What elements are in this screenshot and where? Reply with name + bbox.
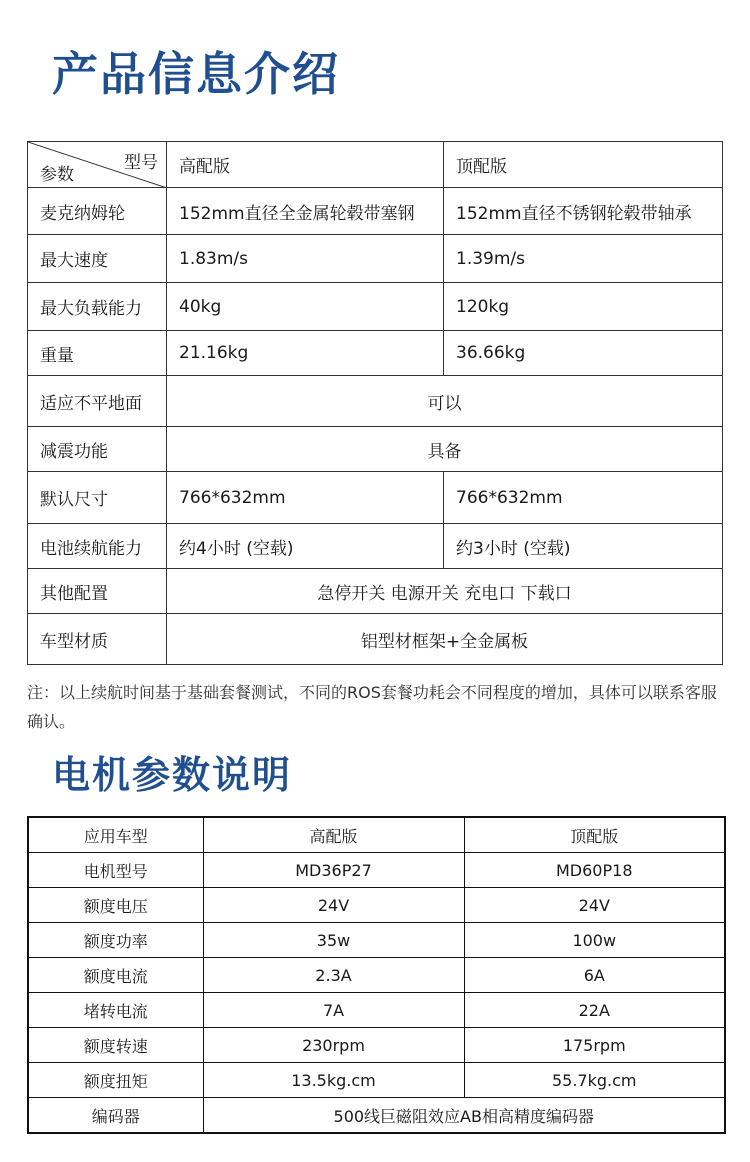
table-row	[28, 376, 723, 427]
cell-top: 1.39m/s	[444, 235, 723, 283]
cell-merged: 急停开关 电源开关 充电口 下载口	[167, 569, 723, 614]
cell-top: 55.7kg.cm	[464, 1063, 725, 1098]
corner-header-cell	[28, 142, 167, 188]
table-row	[28, 331, 723, 376]
table-row	[28, 993, 725, 1028]
row-label: 编码器	[28, 1098, 203, 1134]
header-top-config: 顶配版	[464, 817, 725, 853]
table-row	[28, 569, 723, 614]
cell-top: 22A	[464, 993, 725, 1028]
row-label: 麦克纳姆轮	[28, 188, 167, 235]
row-label: 减震功能	[28, 427, 167, 472]
row-label: 最大负载能力	[28, 283, 167, 331]
header-top-config: 顶配版	[444, 142, 723, 188]
cell-top: 36.66kg	[444, 331, 723, 376]
cell-high: MD36P27	[203, 853, 464, 888]
cell-merged: 可以	[167, 376, 723, 427]
row-label: 堵转电流	[28, 993, 203, 1028]
cell-top: 120kg	[444, 283, 723, 331]
cell-top: 766*632mm	[444, 472, 723, 524]
cell-high: 152mm直径全金属轮毂带塞钢	[167, 188, 444, 235]
cell-high: 230rpm	[203, 1028, 464, 1063]
row-label: 适应不平地面	[28, 376, 167, 427]
cell-top: MD60P18	[464, 853, 725, 888]
row-label: 额度转速	[28, 1028, 203, 1063]
section-title-motor-params: 电机参数说明	[52, 753, 293, 797]
header-high-config: 高配版	[203, 817, 464, 853]
cell-top: 152mm直径不锈钢轮毂带轴承	[444, 188, 723, 235]
corner-label-model: 型号	[124, 153, 158, 173]
cell-high: 2.3A	[203, 958, 464, 993]
row-label: 电池续航能力	[28, 524, 167, 569]
cell-top: 175rpm	[464, 1028, 725, 1063]
table-row	[28, 524, 723, 569]
row-label: 额度电流	[28, 958, 203, 993]
table-header-row	[28, 142, 723, 188]
table-row	[28, 1028, 725, 1063]
row-label: 额度扭矩	[28, 1063, 203, 1098]
cell-high: 21.16kg	[167, 331, 444, 376]
row-label: 额度功率	[28, 923, 203, 958]
cell-merged: 铝型材框架+全金属板	[167, 614, 723, 665]
table-row	[28, 853, 725, 888]
cell-high: 约4小时 (空载)	[167, 524, 444, 569]
table-row	[28, 614, 723, 665]
corner-label-params: 参数	[40, 165, 74, 185]
table-row	[28, 888, 725, 923]
table-header-row	[28, 817, 725, 853]
cell-high: 35w	[203, 923, 464, 958]
row-label: 额度电压	[28, 888, 203, 923]
table-row	[28, 923, 725, 958]
cell-high: 766*632mm	[167, 472, 444, 524]
cell-high: 24V	[203, 888, 464, 923]
cell-high: 40kg	[167, 283, 444, 331]
cell-top: 100w	[464, 923, 725, 958]
cell-high: 7A	[203, 993, 464, 1028]
row-label: 电机型号	[28, 853, 203, 888]
motor-params-table	[27, 816, 726, 1134]
footnote: 注：以上续航时间基于基础套餐测试，不同的ROS套餐功耗会不同程度的增加，具体可以联系客服确认。	[27, 683, 717, 731]
cell-high: 1.83m/s	[167, 235, 444, 283]
header-vehicle: 应用车型	[28, 817, 203, 853]
row-label: 重量	[28, 331, 167, 376]
cell-top: 约3小时 (空载)	[444, 524, 723, 569]
cell-merged: 500线巨磁阻效应AB相高精度编码器	[203, 1098, 725, 1134]
cell-top: 6A	[464, 958, 725, 993]
product-info-table	[27, 141, 723, 665]
section-title-product-info: 产品信息介绍	[52, 47, 340, 101]
cell-merged: 具备	[167, 427, 723, 472]
row-label: 最大速度	[28, 235, 167, 283]
table-row	[28, 1098, 725, 1134]
table-row	[28, 427, 723, 472]
row-label: 默认尺寸	[28, 472, 167, 524]
row-label: 其他配置	[28, 569, 167, 614]
header-high-config: 高配版	[167, 142, 444, 188]
table-row	[28, 958, 725, 993]
table-row	[28, 188, 723, 235]
row-label: 车型材质	[28, 614, 167, 665]
table-row	[28, 1063, 725, 1098]
table-row	[28, 235, 723, 283]
table-row	[28, 283, 723, 331]
cell-top: 24V	[464, 888, 725, 923]
cell-high: 13.5kg.cm	[203, 1063, 464, 1098]
table-row	[28, 472, 723, 524]
